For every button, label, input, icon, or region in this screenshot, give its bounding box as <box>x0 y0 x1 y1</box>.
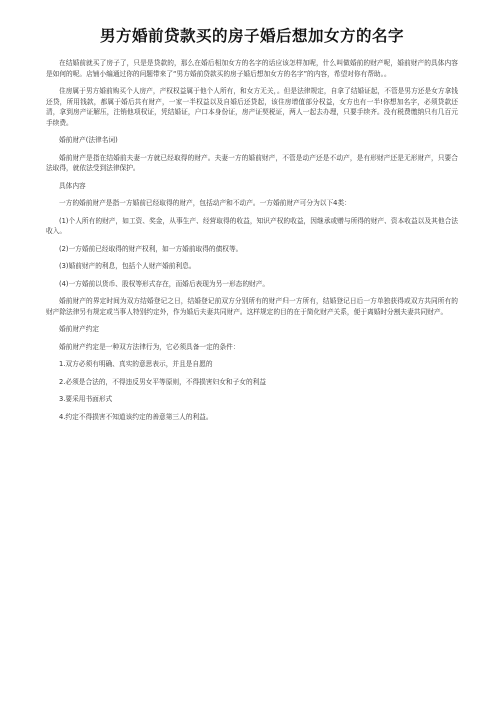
list-item-4: (4)一方婚前以货币、股权等形式存在，而婚后表现为另一形态的财产。 <box>59 279 270 288</box>
condition-item-2: 2.必须是合法的，不得违反男女平等原则，不得损害妇女和子女的利益 <box>59 377 267 386</box>
condition-item-1: 1.双方必须有明确、真实的意思表示，并且是自愿的 <box>59 360 213 368</box>
section-heading-content: 具体内容 <box>59 181 86 190</box>
condition-item-4: 4.约定不得损害不知道该约定的善意第三人的利益。 <box>59 412 213 421</box>
content-summary-paragraph: 一方的婚前财产是指一方婚前已经取得的财产，包括动产和不动产。一方婚前财产可分为以下4类： <box>59 199 351 207</box>
section-heading-premarital-property: 婚前财产(法律名词) <box>59 136 118 144</box>
condition-item-3: 3.要采用书面形式 <box>59 395 113 403</box>
document-title: 男方婚前贷款买的房子婚后想加女方的名字 <box>99 27 404 45</box>
intro-paragraph: 在结婚前就买了房子了，只是是贷款的，那么在婚后相加女方的名字的话应该怎样加呢，什么叫做婚前的财产呢，婚前财产的具体内容是如何的呢。店铺小编通过你的问题带来了“男方婚前贷款买的房子婚后想加女方的名字”的内容，希望对你有帮助。。 <box>46 59 458 78</box>
list-item-1: (1)个人所有的财产，如工资、奖金，从事生产、经营取得的收益，知识产权的收益，因继承或赠与所得的财产、资本收益以及其他合法收入。 <box>46 216 458 235</box>
list-item-3: (3)婚前财产的利息，包括个人财产婚前利息。 <box>59 262 196 270</box>
document-body <box>46 58 458 422</box>
definition-time-paragraph: 婚前财产的界定时间为双方结婚登记之日，结婚登记前双方分别所有的财产归一方所有，结婚登记日后一方单独获得或双方共同所有的财产除法律另有规定或当事人特别约定外，作为婚后夫妻共同财产。这样规定的目的在于简化财产关系，便于离婚时分割夫妻共同财产。 <box>46 297 458 316</box>
agreement-intro-paragraph: 婚前财产约定是一种双方法律行为，它必须具备一定的条件： <box>59 342 240 351</box>
premarital-property-definition: 婚前财产是指在结婚前夫妻一方就已经取得的财产。夫妻一方的婚前财产，不管是动产还是不动产，是有形财产还是无形财产，只要合法取得，就依法受到法律保护。 <box>46 153 458 172</box>
list-item-2: (2)一方婚前已经取得的财产权利，如一方婚前取得的债权等。 <box>59 244 243 253</box>
property-rights-paragraph: 住房属于男方婚前购买个人房产，产权权益属于他个人所有，和女方无关，。但是法律规定，自拿了结婚证起，不管是男方还是女方拿钱还贷，所用钱款，都属于婚后共有财产，一家一半权益以及自婚后还贷起，该住房增值部分权益，女方也有一半!你想加名字，必须贷款还清，拿到房产证解压，注销他项权证，凭结婚证，户口本身份证，房产证契税证，两人一起去办理，只要手续齐。没有税费缴纳只有几百元手续费。 <box>46 87 458 127</box>
section-heading-agreement: 婚前财产约定 <box>59 325 100 333</box>
